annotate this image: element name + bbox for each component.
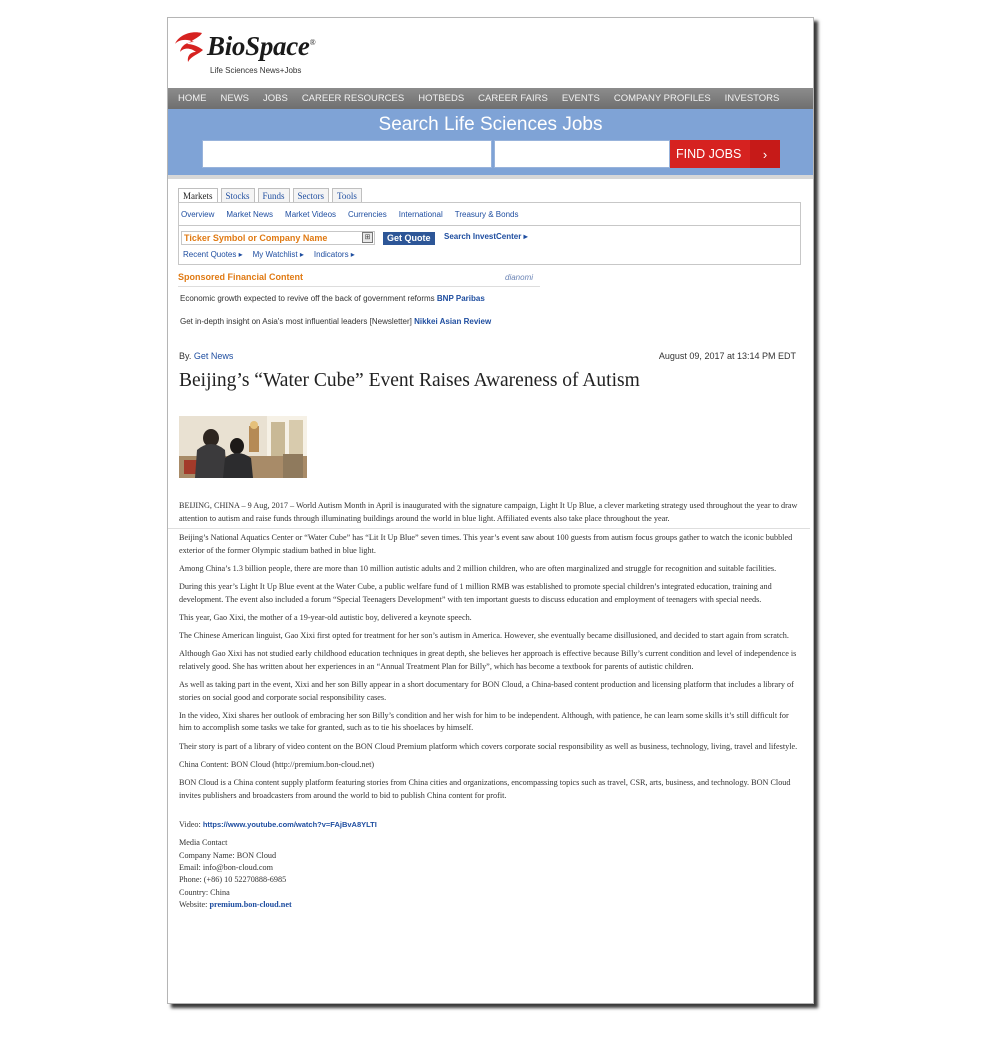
article-paragraph: In the video, Xixi shares her outlook of embracing her son Billy’s condition and her wish for him to be independent. Although, with patience, he can learn some skills it’s still difficult for him to accomplish some tasks we take for granted, such as to tie his shoelaces by himself. (179, 710, 789, 733)
indicators-link[interactable]: Indicators ▸ (313, 250, 355, 259)
get-quote-button[interactable]: Get Quote (383, 232, 435, 245)
nav-events[interactable]: EVENTS (561, 93, 600, 104)
chevron-right-icon: › (750, 140, 780, 168)
article-body (179, 500, 799, 911)
contact-phone: Phone: (+86) 10 52270888-6985 (179, 875, 287, 885)
article-paragraph: The Chinese American linguist, Gao Xixi first opted for treatment for her son’s autism in America. However, she eventually became disillusioned, and decided to start again from scratch. (179, 631, 789, 641)
recent-quotes-link[interactable]: Recent Quotes ▸ (183, 250, 243, 259)
sponsored-item-text: Economic growth expected to revive off the back of government reforms (180, 294, 435, 303)
logo-tagline: Life Sciences News+Jobs (210, 66, 302, 75)
tab-stocks[interactable]: Stocks (221, 188, 255, 203)
browser-page (167, 17, 814, 1004)
subnav-market-news[interactable]: Market News (226, 209, 274, 219)
nav-investors[interactable]: INVESTORS (724, 93, 780, 104)
article-paragraph: Among China’s 1.3 billion people, there are more than 10 million autistic adults and 2 million children, who are often marginalized and struggle for recognition and suitable facilities. (179, 563, 777, 573)
sponsored-divider (178, 286, 540, 287)
quick-links (183, 250, 365, 259)
article-paragraph: Beijing’s National Aquatics Center or “Water Cube” has “Lit It Up Blue” seven times. This year’s event saw about 100 guests from autism focus groups gather to watch the iconic bubbled exterior of the former Olympic stadium bathed in blue light. (179, 533, 793, 555)
main-nav (168, 88, 813, 109)
video-line (179, 819, 799, 832)
media-contact (179, 837, 799, 911)
author-link[interactable]: Get News (193, 351, 234, 361)
sponsored-item-source[interactable]: Nikkei Asian Review (414, 317, 492, 326)
contact-company: Company Name: BON Cloud (179, 850, 277, 860)
sponsored-title: Sponsored Financial Content (178, 272, 304, 282)
article-paragraph: China Content: BON Cloud (http://premium.bon-cloud.net) (179, 759, 375, 769)
video-label: Video: (179, 820, 201, 830)
nav-career-resources[interactable]: CAREER RESOURCES (301, 93, 405, 104)
article-headline: Beijing’s “Water Cube” Event Raises Awareness of Autism (179, 370, 640, 391)
article-paragraph: Their story is part of a library of video content on the BON Cloud Premium platform which covers corporate social responsibility as well as business, technology, living, travel and lifestyle. (179, 741, 798, 751)
subnav-market-videos[interactable]: Market Videos (285, 209, 337, 219)
find-jobs-button[interactable] (670, 140, 780, 168)
markets-widget (178, 202, 801, 265)
subnav-international[interactable]: International (398, 209, 443, 219)
contact-website (179, 899, 799, 911)
contact-heading: Media Contact (179, 838, 228, 848)
markets-subnav (179, 203, 800, 226)
search-investcenter-link[interactable]: Search InvestCenter ▸ (444, 232, 528, 241)
sponsored-item-source[interactable]: BNP Paribas (436, 294, 485, 303)
find-jobs-label: FIND JOBS (676, 147, 742, 161)
contact-email: Email: info@bon-cloud.com (179, 863, 273, 872)
tab-sectors[interactable]: Sectors (293, 188, 330, 203)
contact-country: Country: China (179, 887, 230, 897)
sponsored-item[interactable] (180, 294, 485, 303)
job-search-title: Search Life Sciences Jobs (378, 114, 603, 135)
article-paragraph: This year, Gao Xixi, the mother of a 19-year-old autistic boy, delivered a keynote speech. (179, 612, 472, 622)
website-label: Website: (179, 899, 208, 909)
byline: By. Get News (179, 351, 234, 361)
article-paragraph: Although Gao Xixi has not studied early childhood education techniques in great depth, she believes her approach is effective because Billy’s current condition and level of independence is relatively good. She has written about her experiences in an “Annual Treatment Plan for Billy”, which has become a textbook for parents of autistic children. (179, 649, 797, 671)
logo-swirl-icon (172, 30, 206, 64)
subnav-overview[interactable]: Overview (181, 209, 215, 219)
nav-hotbeds[interactable]: HOTBEDS (418, 93, 465, 104)
article-photo (179, 416, 307, 478)
logo-wordmark: BioSpace® (207, 31, 316, 61)
job-search-banner (168, 109, 813, 179)
nav-company-profiles[interactable]: COMPANY PROFILES (613, 93, 711, 104)
video-link[interactable]: https://www.youtube.com/watch?v=FAjBvA8YLTI (202, 820, 377, 830)
nav-news[interactable]: NEWS (220, 93, 249, 104)
tab-tools[interactable]: Tools (332, 188, 362, 203)
article-lead: BEIJING, CHINA – 9 Aug, 2017 – World Autism Month in April is inaugurated with the signature campaign, Light It Up Blue, a clever marketing strategy used throughout the year to draw attention to autism and raise funds through illuminating buildings around the world in blue light. Affiliated events also take place throughout the year. (179, 501, 798, 523)
nav-home[interactable]: HOME (178, 93, 207, 104)
section-divider (168, 528, 810, 529)
article-paragraph: BON Cloud is a China content supply platform featuring stories from China cities and organizations, encompassing topics such as travel, CSR, arts, business, and technology. BON Cloud invites publishers and broadcasters from around the world to bid to publish China content for profit. (179, 778, 791, 800)
markets-tabs (178, 188, 365, 203)
website-link[interactable]: premium.bon-cloud.net (209, 899, 292, 909)
article-date: August 09, 2017 at 13:14 PM EDT (658, 351, 796, 361)
sponsored-item[interactable] (180, 317, 491, 326)
article-paragraph: During this year’s Light It Up Blue event at the Water Cube, a public welfare fund of 1 million RMB was established to promote special children’s integrated education, training and development. The event also included a forum “Special Teenagers Development” with ten important guests to discuss education and employment of teenagers with special needs. (179, 582, 772, 604)
subnav-currencies[interactable]: Currencies (348, 209, 387, 219)
my-watchlist-link[interactable]: My Watchlist ▸ (252, 250, 304, 259)
location-input[interactable] (494, 140, 670, 168)
byline-label: By (179, 351, 189, 361)
ticker-input[interactable]: Ticker Symbol or Company Name (181, 231, 375, 245)
sponsored-item-text: Get in-depth insight on Asia's most influential leaders [Newsletter] (180, 317, 412, 326)
tab-funds[interactable]: Funds (258, 188, 290, 203)
article-paragraph: As well as taking part in the event, Xixi and her son Billy appear in a short documentary for BON Cloud, a China-based content production and licensing platform that includes a library of stories on social good and corporate social responsibility cases. (179, 680, 794, 702)
subnav-treasury-bonds[interactable]: Treasury & Bonds (454, 209, 519, 219)
nav-jobs[interactable]: JOBS (263, 93, 288, 104)
dianomi-logo[interactable]: dianomi (505, 273, 534, 282)
nav-career-fairs[interactable]: CAREER FAIRS (478, 93, 548, 104)
lookup-icon[interactable]: ⊞ (362, 232, 373, 243)
tab-markets[interactable]: Markets (178, 188, 218, 203)
keyword-input[interactable] (202, 140, 492, 168)
